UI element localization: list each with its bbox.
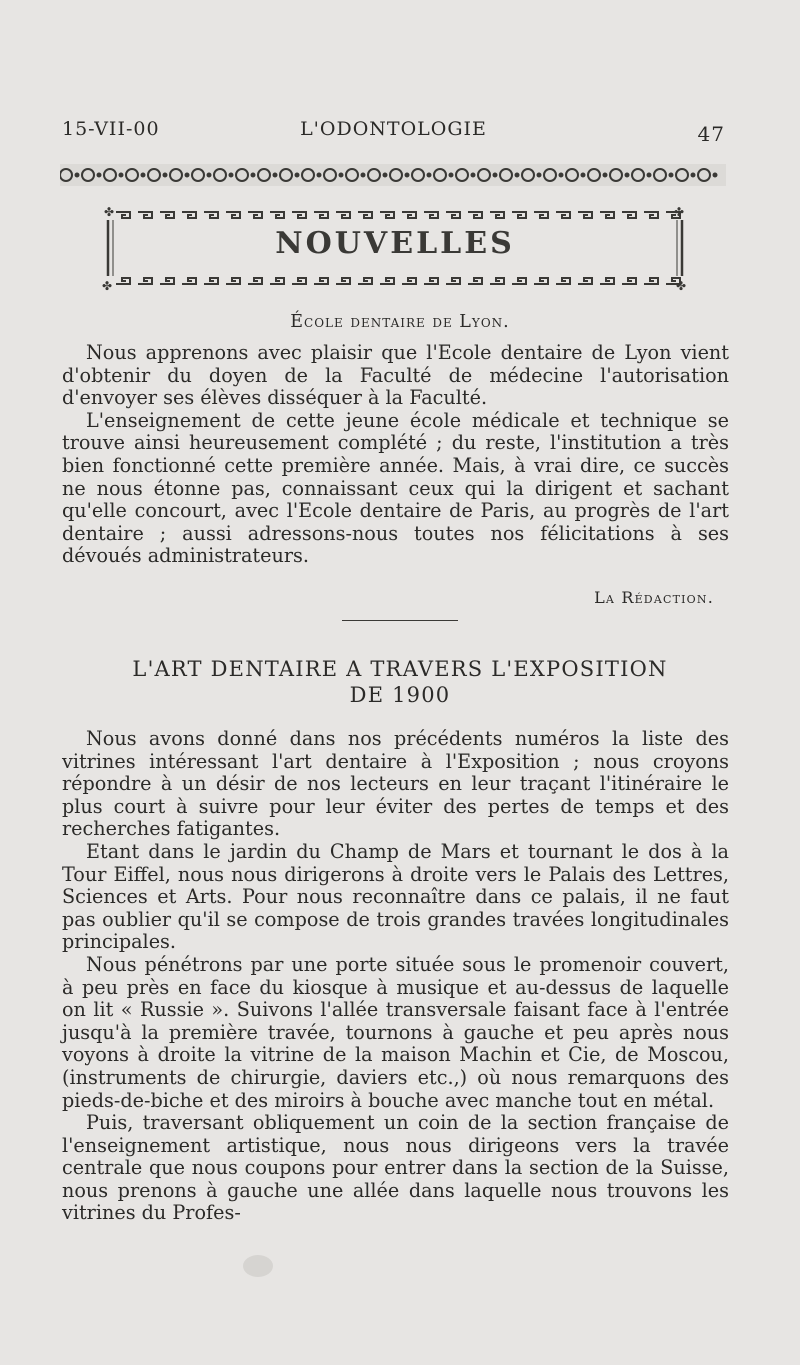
signature: La Rédaction. — [594, 588, 714, 607]
running-head — [62, 118, 725, 148]
ornament-band — [60, 162, 726, 188]
svg-text:✤: ✤ — [674, 205, 685, 219]
page-number: 47 — [697, 122, 725, 146]
separator-rule — [342, 620, 458, 621]
article1-body — [62, 342, 729, 568]
paragraph: Puis, traversant obliquement un coin de la section française de l'enseignement artistique, nous nous dirigeons vers la travée centrale que nous coupons pour entrer dans la section de la Suisse, nous prenons à gauche une allée dans laquelle nous trouvons les vitrines du Profes- — [62, 1111, 729, 1225]
paragraph: Nous avons donné dans nos précédents numéros la liste des vitrines intéressant l'art dentaire à l'Exposition ; nous croyons répondre à un désir de nos lecteurs en leur traçant l'itinéraire le plus court à suivre pour leur éviter des pertes de temps et des recherches fatigantes. — [62, 727, 729, 841]
paragraph: Nous pénétrons par une porte située sous le promenoir couvert, à peu près en face du kiosque à musique et au-dessus de laquelle on lit « Russie ». Suivons l'allée transversale faisant face à l'entrée jusqu'à la première travée, tournons à gauche et peu après nous voyons à droite la vitrine de la maison Machin et Cie, de Moscou, (instruments de chirurgie, daviers etc.,) où nous remarquons des pieds-de-biche et des miroirs à bouche avec manche tout en métal. — [62, 952, 729, 1112]
article2-title — [0, 656, 800, 708]
article2-title-line2: DE 1900 — [349, 683, 451, 707]
section-heading-frame — [100, 202, 690, 292]
paper-stain — [243, 1255, 273, 1277]
article2-title-line1: L'ART DENTAIRE A TRAVERS L'EXPOSITION — [132, 657, 668, 681]
article1-title: École dentaire de Lyon. — [290, 312, 510, 332]
paragraph: Etant dans le jardin du Champ de Mars et tournant le dos à la Tour Eiffel, nous nous dirigerons à droite vers le Palais des Lettres, Sciences et Arts. Pour nous reconnaître dans ce palais, il ne faut pas oublier qu'il se compose de trois grandes travées longitudinales principales. — [62, 839, 729, 954]
paragraph: Nous apprenons avec plaisir que l'Ecole dentaire de Lyon vient d'obtenir du doyen de la Faculté de médecine l'autorisation d'envoyer ses élèves disséquer à la Faculté. — [62, 341, 729, 410]
svg-text:✤: ✤ — [676, 279, 687, 292]
article2-body — [62, 728, 729, 1225]
journal-title: L'ODONTOLOGIE — [300, 118, 487, 140]
section-heading: NOUVELLES — [275, 226, 515, 261]
paragraph: L'enseignement de cette jeune école médicale et technique se trouve ainsi heureusement complété ; du reste, l'institution a très bien fonctionné cette première année. Mais, à vrai dire, ce succès ne nous étonne pas, connaissant ceux qui la dirigent et sachant qu'elle concourt, avec l'Ecole dentaire de Paris, au progrès de l'art dentaire ; aussi adressons-nous toutes nos félicitations à ses dévoués administrateurs. — [62, 408, 729, 568]
svg-text:✤: ✤ — [104, 205, 115, 219]
svg-text:✤: ✤ — [102, 279, 113, 292]
issue-date: 15-VII-00 — [62, 118, 160, 140]
